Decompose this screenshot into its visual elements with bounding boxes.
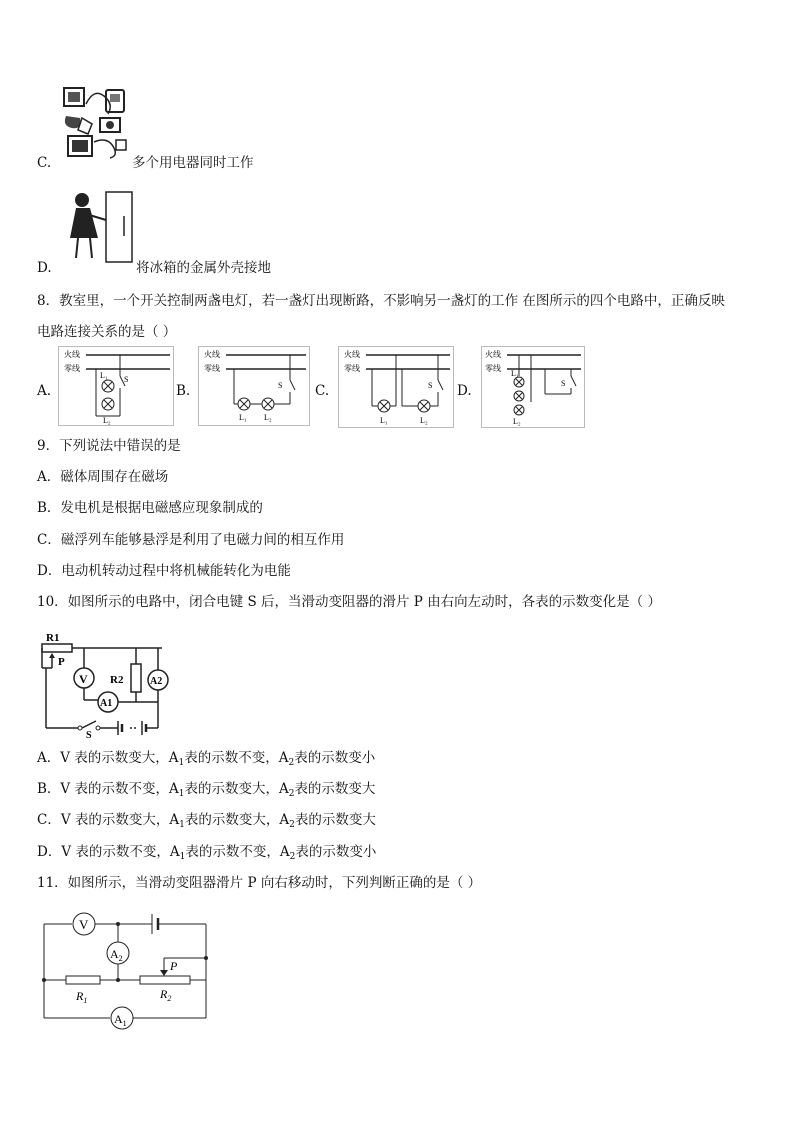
neutral-wire-label: 零线 xyxy=(485,364,501,373)
live-wire-label: 火线 xyxy=(344,350,360,359)
q8-circuit-c xyxy=(338,346,454,428)
lamp-l1-label: L₁ xyxy=(380,416,388,425)
fridge-girl-illustration xyxy=(64,186,136,266)
q8-label-c: C. xyxy=(315,383,330,399)
q9-option-c: C．磁浮列车能够悬浮是利用了电磁力间的相互作用 xyxy=(37,532,345,548)
q10-stem: 10．如图所示的电路中，闭合电键 S 后，当滑动变阻器的滑片 P 由右向左动时，各表的示数变化是（ ） xyxy=(37,594,661,610)
q9-stem: 9．下列说法中错误的是 xyxy=(37,438,181,454)
voltmeter-v-label: V xyxy=(79,672,88,686)
slider-p-label: P xyxy=(58,656,65,668)
r2-label: R2 xyxy=(110,674,124,686)
q8-circuit-d xyxy=(481,346,585,428)
lamp-l1-label: L₁ xyxy=(239,413,247,422)
switch-s-label: S xyxy=(428,381,433,390)
q8-stem-line2: 电路连接关系的是（ ） xyxy=(37,324,177,340)
q8-label-d: D. xyxy=(457,383,472,399)
r1-label: R1 xyxy=(46,632,60,644)
neutral-wire-label: 零线 xyxy=(64,364,80,373)
appliances-illustration xyxy=(60,84,132,164)
voltmeter-v-label: V xyxy=(79,917,89,932)
ammeter-a2-label: A2 xyxy=(150,676,163,687)
switch-s-label: S xyxy=(124,375,129,384)
slider-p-label: P xyxy=(170,959,178,973)
q8-circuit-a xyxy=(58,346,174,426)
lamp-l1-label: L₁ xyxy=(511,369,519,378)
lamp-l2-label: L₂ xyxy=(103,416,111,425)
r1-label: $R_1$ xyxy=(76,989,88,1005)
ammeter-a1-label: A1 xyxy=(100,698,113,709)
lamp-l2-label: L₂ xyxy=(513,417,521,426)
r2-label: $R_2$ xyxy=(160,987,172,1003)
q9-option-d: D．电动机转动过程中将机械能转化为电能 xyxy=(37,563,291,579)
ammeter-a2-label: $A_2$ xyxy=(110,947,123,963)
q8-circuit-b xyxy=(198,346,310,426)
switch-s-label: S xyxy=(278,381,283,390)
q7-option-c-letter: C. xyxy=(37,155,52,171)
lamp-l2-label: L₂ xyxy=(420,416,428,425)
q9-option-b: B．发电机是根据电磁感应现象制成的 xyxy=(37,500,263,516)
neutral-wire-label: 零线 xyxy=(204,364,220,373)
q8-label-a: A. xyxy=(37,383,52,399)
q10-option-a: A．V 表的示数变大，$A_1$表的示数不变，$A_2$表的示数变小 xyxy=(37,750,376,768)
q10-option-d: D．V 表的示数不变，$A_1$表的示数不变，$A_2$表的示数变小 xyxy=(37,844,377,862)
switch-s-label: S xyxy=(86,730,92,738)
switch-s-label: S xyxy=(561,379,566,388)
q10-option-b: B．V 表的示数不变，$A_1$表的示数变大，$A_2$表的示数变大 xyxy=(37,781,376,799)
lamp-l1-label: L₁ xyxy=(100,371,108,380)
q7-option-c-text: 多个用电器同时工作 xyxy=(132,155,254,171)
live-wire-label: 火线 xyxy=(64,350,80,359)
q10-circuit xyxy=(38,628,180,738)
q11-circuit xyxy=(40,908,212,1032)
q7-option-d-letter: D. xyxy=(37,260,52,276)
q9-option-a: A．磁体周围存在磁场 xyxy=(37,469,169,485)
neutral-wire-label: 零线 xyxy=(344,364,360,373)
ammeter-a1-label: $A_1$ xyxy=(114,1012,127,1028)
q10-option-c: C．V 表的示数变大，$A_1$表的示数变大，$A_2$表的示数变大 xyxy=(37,812,376,830)
lamp-l2-label: L₂ xyxy=(264,413,272,422)
q8-stem-line1: 8．教室里，一个开关控制两盏电灯，若一盏灯出现断路，不影响另一盏灯的工作 在图所示的四个电路中，正确反映 xyxy=(37,293,725,309)
q8-label-b: B. xyxy=(176,383,191,399)
live-wire-label: 火线 xyxy=(204,350,220,359)
q7-option-d-text: 将冰箱的金属外壳接地 xyxy=(136,260,271,276)
live-wire-label: 火线 xyxy=(485,350,501,359)
q11-stem: 11．如图所示，当滑动变阻器滑片 P 向右移动时，下列判断正确的是（ ） xyxy=(37,875,482,891)
